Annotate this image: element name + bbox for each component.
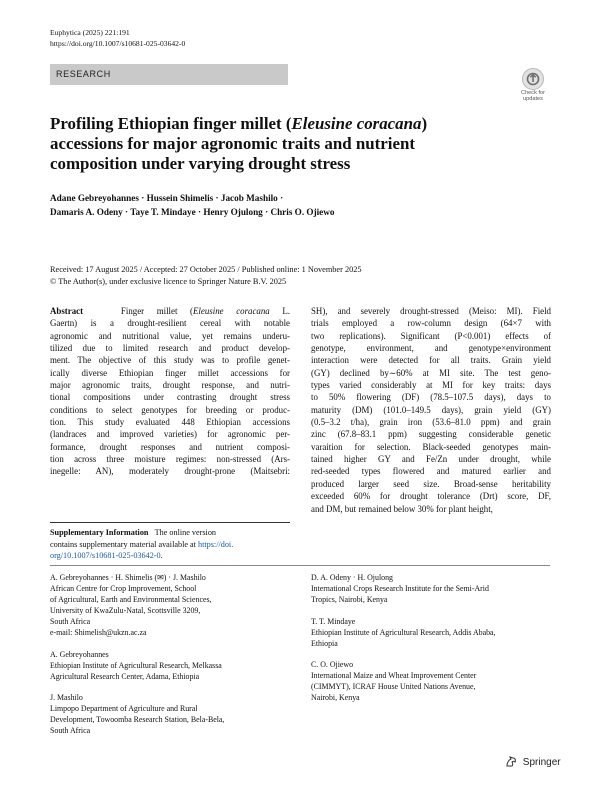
abstract-line: tion across three moisture regimes: non-stressed (Ars- bbox=[50, 454, 290, 465]
affiliation-line: South Africa bbox=[50, 726, 91, 735]
check-for-updates-badge[interactable] bbox=[515, 68, 551, 102]
affiliation-line: C. O. Ojiewo bbox=[311, 660, 354, 669]
affiliation-line: International Maize and Wheat Improvement Center bbox=[311, 671, 477, 680]
affiliation-line: South Africa bbox=[50, 617, 91, 626]
species-name: Eleusine coracana bbox=[291, 114, 422, 133]
supplementary-link[interactable]: https://doi. bbox=[198, 539, 234, 549]
abstract-line: exceeded 60% for drought tolerance (Drt) score, DF, bbox=[311, 491, 551, 502]
article-title: Profiling Ethiopian finger millet (Eleusine coracana) accessions for major agronomic traits and nutrient composition under varying drought stress bbox=[50, 114, 428, 173]
publication-dates: Received: 17 August 2025 / Accepted: 27 October 2025 / Published online: 1 November 2025 © The Author(s), under exclusive licence to Springer Nature B.V. 2025 bbox=[50, 264, 550, 287]
affiliation-block bbox=[311, 616, 551, 649]
abstract-line: major agronomic traits, drought response, and nutri- bbox=[50, 380, 290, 391]
affiliation-line: Limpopo Department of Agriculture and Rural bbox=[50, 704, 198, 713]
affiliation-line: African Centre for Crop Improvement, School bbox=[50, 584, 197, 593]
abstract-line: conditions to select genotypes for breeding or produc- bbox=[50, 404, 290, 415]
abstract-line: tained higher GY and Fe/Zn under drought, while bbox=[311, 454, 551, 465]
springer-logo: Springer bbox=[505, 755, 561, 768]
abstract-line: ment. The objective of this study was to profile genet- bbox=[50, 355, 290, 366]
section-label: RESEARCH bbox=[56, 69, 111, 79]
affiliation-line: Agricultural Research Center, Adama, Ethiopia bbox=[50, 671, 200, 681]
abstract-left-column: Abstract Finger millet (Eleusine coracana L. Gaertn) is a drought-resilient cereal with notable agronomic and nutritional value, yet remains underu- tilized due to limited research and product develop- ment. The objective of this study was to profile genet- ically diverse Ethiopian finger millet accessions for major agronomic traits, drought response, and nutri- tional compositions under contrasting drought stress conditions to select genotypes for breeding or produc- tion. This study evaluated 448 Ethiopian accessions (landraces and improved varieties) for agronomic per- formance, drought responses and nutrient composi- tion across three moisture regimes: non-stressed (Ars- inegelle: AN), moderately drought-prone (Maitsebri: bbox=[50, 306, 291, 477]
affiliation-line: Tropics, Nairobi, Kenya bbox=[311, 595, 388, 604]
divider bbox=[50, 565, 550, 566]
affiliation-line: Ethiopian Institute of Agricultural Research, Melkassa bbox=[50, 660, 222, 670]
abstract-line: formance, drought responses and nutrient composi- bbox=[50, 441, 290, 452]
supplementary-link-cont[interactable]: org/10.1007/s10681-025-03642-0 bbox=[50, 551, 161, 560]
affiliation-block bbox=[311, 572, 551, 605]
journal-citation: Euphytica (2025) 221:191 bbox=[50, 28, 130, 37]
affiliation-line: University of KwaZulu-Natal, Scottsville 3209, bbox=[50, 606, 201, 615]
abstract-line: produced larger seed size. Broad-sense heritability bbox=[311, 478, 551, 489]
affiliation-block bbox=[50, 572, 290, 638]
affiliations-right bbox=[311, 572, 551, 714]
article-doi[interactable]: https://doi.org/10.1007/s10681-025-03642-0 bbox=[50, 39, 186, 48]
affiliation-block bbox=[50, 692, 290, 736]
abstract-line: two replications). Significant (P<0.001) effects of bbox=[311, 330, 551, 341]
abstract-line: inegelle: AN), moderately drought-prone (Maitsebri: bbox=[50, 466, 290, 477]
affiliation-block bbox=[50, 649, 290, 682]
affiliation-line: Ethiopia bbox=[311, 638, 338, 648]
affiliation-line: of Agricultural, Earth and Environmental Sciences, bbox=[50, 595, 212, 604]
affiliation-line: D. A. Odeny · H. Ojulong bbox=[311, 573, 393, 582]
affiliation-block bbox=[311, 659, 551, 703]
abstract-line: varaition for selection. Black-seeded genotypes main- bbox=[311, 441, 551, 452]
abstract-line: red-seeded types flowered and matured earlier and bbox=[311, 466, 551, 477]
abstract-line: interaction were detected for all traits. Grain yield bbox=[311, 355, 551, 366]
abstract-line: tilized due to limited research and product develop- bbox=[50, 343, 290, 354]
abstract-line: tional compositions under contrasting drought stress bbox=[50, 392, 290, 403]
affiliation-line: A. Gebreyohannes · H. Shimelis (✉) · J. Mashilo bbox=[50, 573, 206, 582]
abstract-line: ically diverse Ethiopian finger millet accessions for bbox=[50, 367, 290, 378]
abstract-line: to 50% flowering (DF) (78.5–107.5 days), days to bbox=[311, 392, 551, 403]
abstract-line: zinc (67.8–83.1 ppm) suggesting considerable genetic bbox=[311, 429, 551, 440]
journal-header bbox=[50, 27, 185, 49]
affiliation-line: e-mail: Shimelish@ukzn.ac.za bbox=[50, 628, 147, 637]
abstract-line: and DM, but remained below 30% for plant height, bbox=[311, 503, 493, 514]
abstract-line: SH), and severely drought-stressed (Meiso: MI). Field bbox=[311, 306, 551, 316]
abstract-line: genotype, environment, and genotype×environment bbox=[311, 343, 551, 354]
check-updates-icon bbox=[522, 68, 544, 90]
abstract-line: (0.5–3.2 t/ha), grain iron (53.6–81.0 ppm) and grain bbox=[311, 417, 551, 428]
supplementary-information: Supplementary Information The online version contains supplementary material available at https://doi. org/10.1007/s10681-025-03642-0. bbox=[50, 528, 234, 560]
divider bbox=[50, 522, 290, 523]
abstract-line: agronomic and nutritional value, yet remains underu- bbox=[50, 330, 290, 341]
affiliation-line: T. T. Mindaye bbox=[311, 616, 356, 626]
abstract-line: (landraces and improved varieties) for agronomic per- bbox=[50, 429, 290, 440]
affiliation-line: A. Gebreyohannes bbox=[50, 649, 109, 659]
affiliation-line: J. Mashilo bbox=[50, 693, 83, 702]
section-banner bbox=[50, 64, 288, 85]
affiliation-line: Nairobi, Kenya bbox=[311, 693, 360, 702]
abstract-line: types varied considerably at MI for key traits: days bbox=[311, 380, 551, 391]
affiliation-line: Ethiopian Institute of Agricultural Research, Addis Ababa, bbox=[311, 627, 496, 637]
affiliation-line: International Crops Research Institute for the Semi-Arid bbox=[311, 584, 489, 593]
check-updates-text: Check for updates bbox=[521, 90, 545, 103]
abstract-heading: Abstract bbox=[50, 306, 84, 316]
springer-horse-icon bbox=[505, 755, 518, 768]
copyright-line: © The Author(s), under exclusive licence to Springer Nature B.V. 2025 bbox=[50, 276, 287, 286]
abstract-line: trials employed a row-column design (64×7 with bbox=[311, 318, 551, 329]
affiliation-line: (CIMMYT), ICRAF House United Nations Avenue, bbox=[311, 682, 476, 691]
affiliation-line: Development, Towoomba Research Station, Bela-Bela, bbox=[50, 715, 225, 724]
affiliations-left bbox=[50, 572, 290, 747]
abstract-line: (GY) declined by∼60% at MI site. The test geno- bbox=[311, 367, 551, 378]
abstract-line: maturity (DM) (101.0–149.5 days), grain yield (GY) bbox=[311, 404, 551, 415]
abstract-right-column bbox=[311, 305, 551, 515]
author-list: Adane Gebreyohannes · Hussein Shimelis · Jacob Mashilo · Damaris A. Odeny · Taye T. Mindaye · Henry Ojulong · Chris O. Ojiewo bbox=[50, 193, 335, 217]
abstract-line: tion. This study evaluated 448 Ethiopian accessions bbox=[50, 417, 290, 428]
abstract-line: Gaertn) is a drought-resilient cereal with notable bbox=[50, 318, 290, 329]
